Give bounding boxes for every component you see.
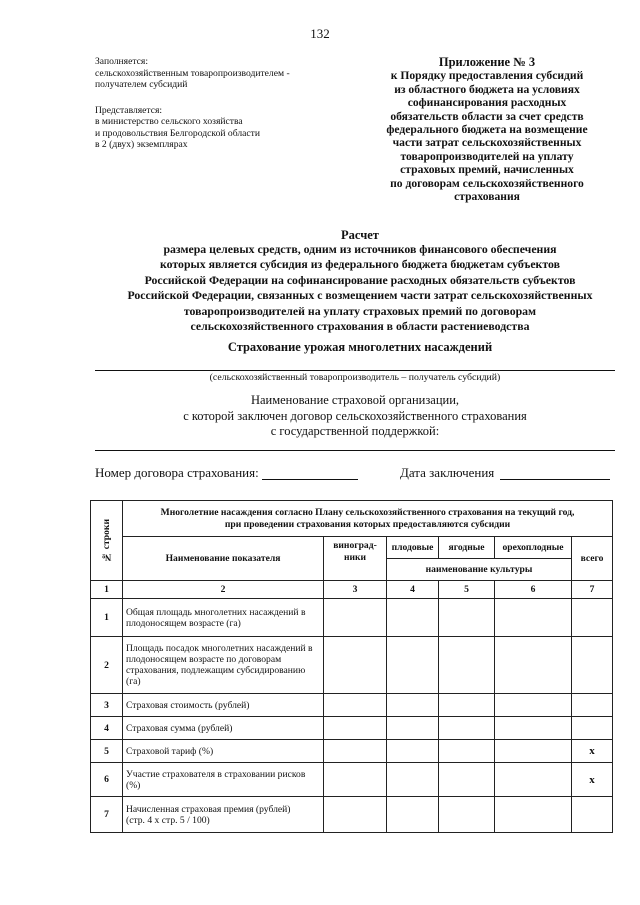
value-cell[interactable] xyxy=(324,637,387,694)
value-cell[interactable] xyxy=(439,740,495,763)
insurer-line: с государственной поддержкой: xyxy=(270,424,440,439)
total-cell[interactable]: x xyxy=(572,763,613,797)
total-cell[interactable] xyxy=(572,797,613,833)
row-label: Площадь посадок многолетних насаждений в плодоносящем возрасте по договорам страхования, подлежащим субсидированию (га) xyxy=(123,637,324,694)
contract-date-input-line[interactable] xyxy=(500,479,610,480)
value-cell[interactable] xyxy=(439,763,495,797)
submission-info xyxy=(95,56,335,151)
calculation-line: размера целевых средств, одним из источников финансового обеспечения xyxy=(163,242,557,256)
total-cell[interactable] xyxy=(572,694,613,717)
appendix-header xyxy=(356,56,618,203)
culture-name-header: наименование культуры xyxy=(387,559,572,581)
appendix-line: страхования xyxy=(454,190,520,204)
row-number: 5 xyxy=(91,740,123,763)
appendix-line: из областного бюджета на условиях xyxy=(394,82,580,96)
appendix-line: федерального бюджета на возмещение xyxy=(386,123,588,137)
appendix-line: софинансирования расходных xyxy=(407,96,567,110)
total-cell[interactable]: x xyxy=(572,740,613,763)
submitted-line: и продовольствия Белгородской области xyxy=(95,127,260,139)
value-cell[interactable] xyxy=(387,740,439,763)
submitted-label: Представляется: xyxy=(95,104,163,116)
contract-date-label: Дата заключения xyxy=(400,465,495,480)
filled-line: сельскохозяйственным товаропроизводителем - xyxy=(95,67,290,79)
value-cell[interactable] xyxy=(387,717,439,740)
page-number: 132 xyxy=(310,26,330,41)
appendix-line: части затрат сельскохозяйственных xyxy=(392,136,582,150)
total-cell[interactable] xyxy=(572,637,613,694)
value-cell[interactable] xyxy=(387,637,439,694)
berry-header: ягодные xyxy=(439,537,495,559)
value-cell[interactable] xyxy=(324,694,387,717)
insurance-subtitle: Страхование урожая многолетних насаждений xyxy=(227,340,493,354)
table-row xyxy=(91,797,613,833)
value-cell[interactable] xyxy=(387,763,439,797)
calculation-line: товаропроизводителей на уплату страховых премий по договорам xyxy=(183,303,537,318)
column-number: 4 xyxy=(387,581,439,599)
submitted-line: в министерство сельского хозяйства xyxy=(95,116,243,127)
value-cell[interactable] xyxy=(324,763,387,797)
recipient-input-line[interactable] xyxy=(95,370,615,371)
contract-number-input-line[interactable] xyxy=(262,479,358,480)
insurer-line: Наименование страховой организации, xyxy=(250,393,460,407)
value-cell[interactable] xyxy=(495,599,572,637)
table-row xyxy=(91,599,613,637)
row-number: 2 xyxy=(91,637,123,694)
calculation-line: которых является субсидия из федерального бюджета бюджетам субъектов xyxy=(160,257,560,272)
row-label: Начисленная страховая премия (рублей) (стр. 4 х стр. 5 / 100) xyxy=(123,797,324,833)
total-header: всего xyxy=(572,537,613,581)
value-cell[interactable] xyxy=(387,599,439,637)
insurer-input-line[interactable] xyxy=(95,450,615,451)
calculation-table xyxy=(90,500,613,833)
contract-number-label: Номер договора страхования: xyxy=(95,465,259,480)
calculation-line: Российской Федерации на софинансирование расходных обязательств субъектов xyxy=(144,272,576,287)
table-row xyxy=(91,763,613,797)
value-cell[interactable] xyxy=(495,797,572,833)
appendix-line: товаропроизводителей на уплату xyxy=(400,149,574,163)
column-number: 6 xyxy=(495,581,572,599)
value-cell[interactable] xyxy=(324,797,387,833)
row-number: 6 xyxy=(91,763,123,797)
filled-label: Заполняется: xyxy=(95,56,148,67)
row-number: 7 xyxy=(91,797,123,833)
appendix-line: страховых премий, начисленных xyxy=(400,163,574,177)
table-row xyxy=(91,740,613,763)
row-label: Участие страхователя в страховании рисков (%) xyxy=(123,763,324,797)
appendix-line: по договорам сельскохозяйственного xyxy=(390,176,584,190)
value-cell[interactable] xyxy=(439,717,495,740)
insurer-line: с которой заключен договор сельскохозяйственного страхования xyxy=(183,408,527,423)
filled-line: получателем субсидий xyxy=(95,79,188,90)
value-cell[interactable] xyxy=(495,717,572,740)
value-cell[interactable] xyxy=(387,797,439,833)
row-label: Страховая сумма (рублей) xyxy=(123,717,324,740)
value-cell[interactable] xyxy=(439,694,495,717)
group-header-line: при проведении страхования которых предоставляются субсидии xyxy=(224,518,511,530)
vineyards-header: виноград- ники xyxy=(324,537,387,581)
calculation-description xyxy=(80,242,640,334)
table-row xyxy=(91,694,613,717)
table-row xyxy=(91,717,613,740)
row-label: Страховой тариф (%) xyxy=(123,740,324,763)
value-cell[interactable] xyxy=(495,763,572,797)
recipient-caption: (сельскохозяйственный товаропроизводитель – получатель субсидий) xyxy=(209,372,501,383)
indicator-name-header: Наименование показателя xyxy=(123,537,324,581)
appendix-line: обязательств области за счет средств xyxy=(390,109,584,123)
value-cell[interactable] xyxy=(439,797,495,833)
value-cell[interactable] xyxy=(439,599,495,637)
calculation-line: Российской Федерации, связанных с возмещением части затрат сельскохозяйственных xyxy=(127,288,593,303)
column-number: 1 xyxy=(91,581,123,599)
planting-group-header xyxy=(123,501,613,537)
value-cell[interactable] xyxy=(324,717,387,740)
table-row xyxy=(91,637,613,694)
calculation-line: сельскохозяйственного страхования в области растениеводства xyxy=(190,319,530,334)
row-label: Общая площадь многолетних насаждений в плодоносящем возрасте (га) xyxy=(123,599,324,637)
value-cell[interactable] xyxy=(387,694,439,717)
row-number-header: № строки xyxy=(91,501,123,581)
insurer-label xyxy=(95,393,615,440)
value-cell[interactable] xyxy=(439,637,495,694)
row-number: 1 xyxy=(91,599,123,637)
total-cell[interactable] xyxy=(572,717,613,740)
appendix-title: Приложение № 3 xyxy=(438,55,536,69)
group-header-line: Многолетние насаждения согласно Плану сельскохозяйственного страхования на текущий год, xyxy=(160,506,575,518)
row-number: 4 xyxy=(91,717,123,740)
submitted-line: в 2 (двух) экземплярах xyxy=(95,139,188,150)
row-label: Страховая стоимость (рублей) xyxy=(123,694,324,717)
calculation-title: Расчет xyxy=(341,228,379,242)
value-cell[interactable] xyxy=(324,740,387,763)
value-cell[interactable] xyxy=(324,599,387,637)
column-number: 3 xyxy=(324,581,387,599)
value-cell[interactable] xyxy=(495,694,572,717)
fruit-header: плодовые xyxy=(387,537,439,559)
value-cell[interactable] xyxy=(495,637,572,694)
row-number: 3 xyxy=(91,694,123,717)
appendix-line: к Порядку предоставления субсидий xyxy=(390,69,584,83)
nut-header: орехоплодные xyxy=(495,537,572,559)
value-cell[interactable] xyxy=(495,740,572,763)
total-cell[interactable] xyxy=(572,599,613,637)
column-number: 2 xyxy=(123,581,324,599)
column-number: 5 xyxy=(439,581,495,599)
column-number: 7 xyxy=(572,581,613,599)
